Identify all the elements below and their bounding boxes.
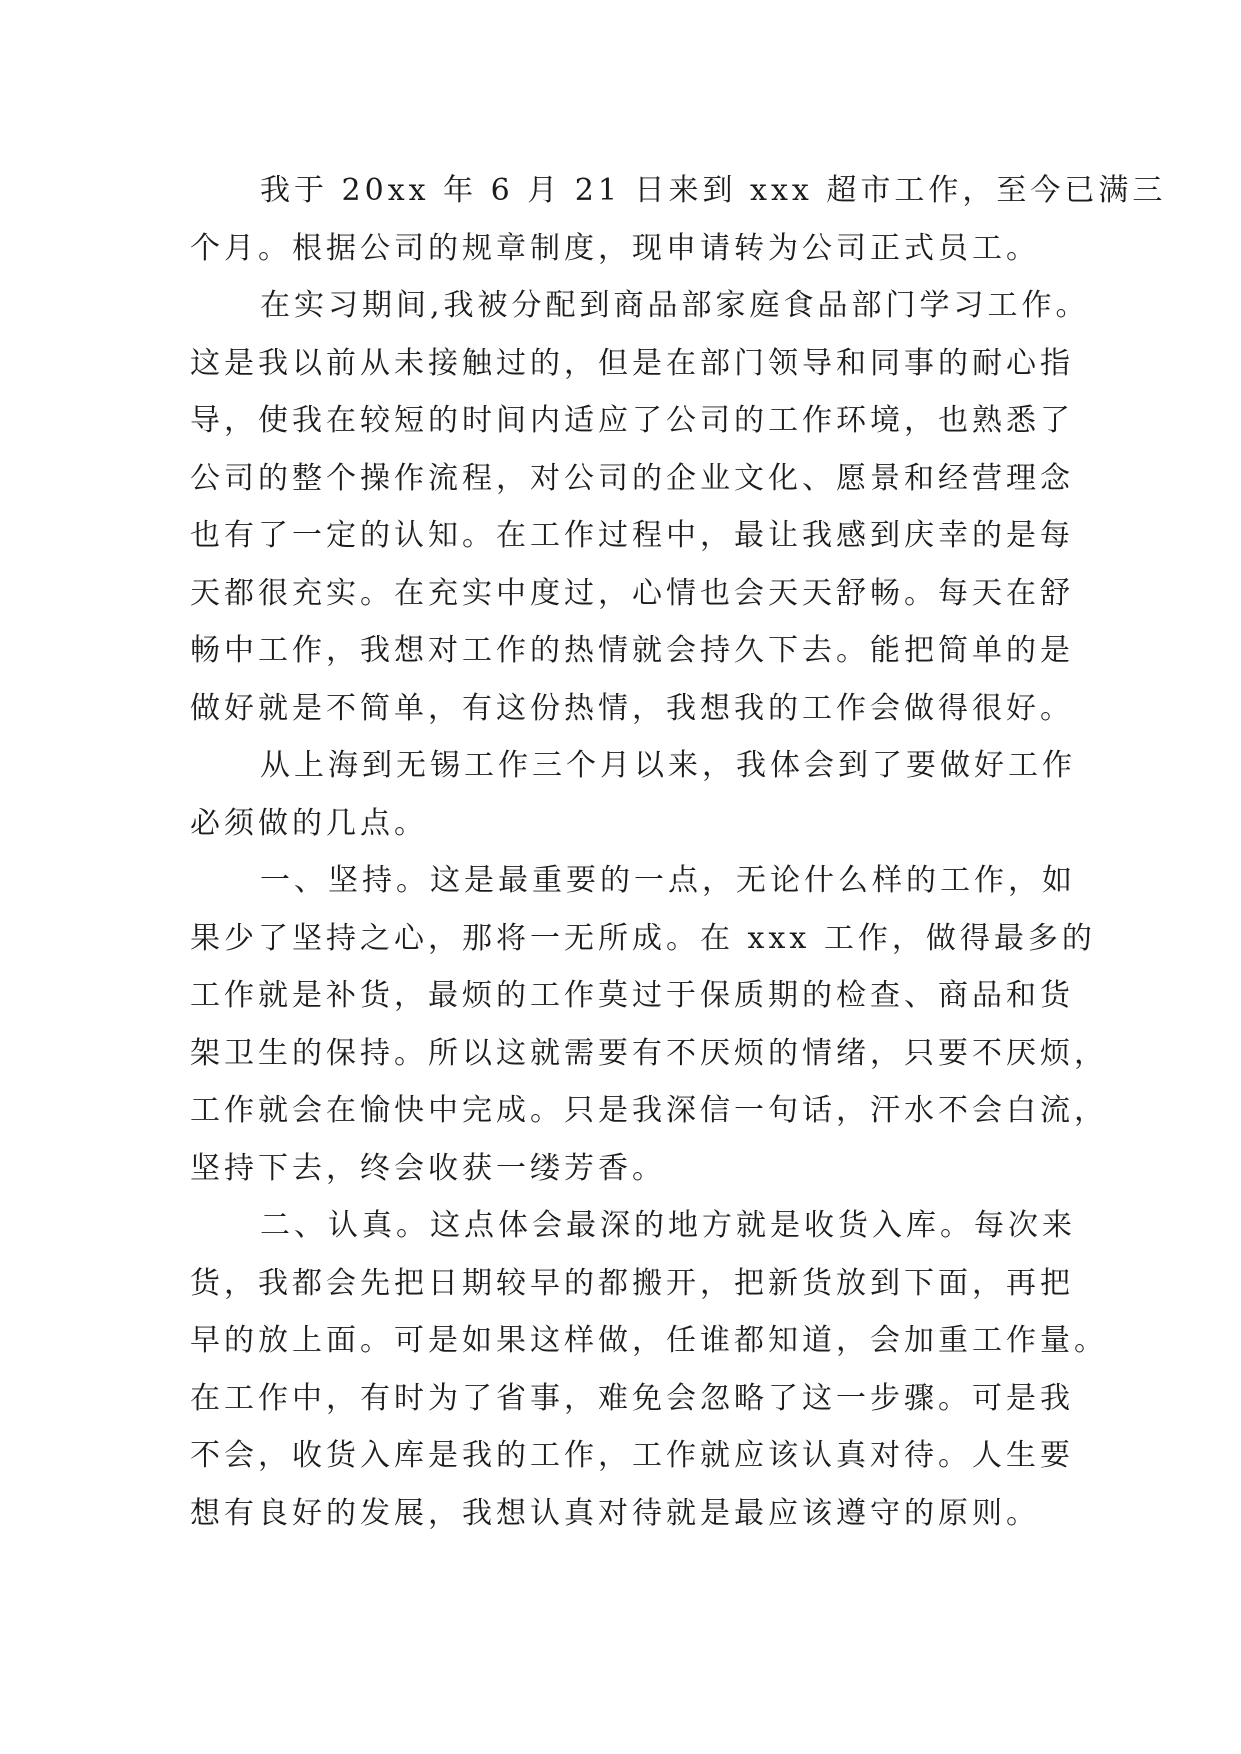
paragraph-line: 也有了一定的认知。在工作过程中，最让我感到庆幸的是每 — [190, 518, 1074, 553]
paragraph-line: 畅中工作，我想对工作的热情就会持久下去。能把简单的是 — [190, 633, 1074, 668]
paragraph-line: 个月。根据公司的规章制度，现申请转为公司正式员工。 — [190, 230, 1040, 266]
paragraph-line: 在工作中，有时为了省事，难免会忽略了这一步骤。可是我 — [190, 1380, 1074, 1416]
paragraph-4 — [190, 852, 1108, 1197]
paragraph-1 — [190, 162, 1167, 277]
paragraph-line: 从上海到无锡工作三个月以来，我体会到了要做好工作 — [260, 748, 1076, 783]
paragraph-line: 工作就是补货，最烦的工作莫过于保质期的检查、商品和货 — [190, 978, 1074, 1013]
paragraph-line: 导，使我在较短的时间内适应了公司的工作环境，也熟悉了 — [190, 403, 1074, 438]
paragraph-2 — [190, 277, 1090, 737]
paragraph-3 — [190, 737, 1076, 852]
paragraph-line: 早的放上面。可是如果这样做，任谁都知道，会加重工作量。 — [190, 1323, 1108, 1358]
paragraph-line: 二、认真。这点体会最深的地方就是收货入库。每次来 — [260, 1208, 1076, 1243]
paragraph-line: 想有良好的发展，我想认真对待就是最应该遵守的原则。 — [190, 1495, 1040, 1531]
paragraph-line: 在实习期间,我被分配到商品部家庭食品部门学习工作。 — [260, 288, 1090, 323]
paragraph-line: 坚持下去，终会收获一缕芳香。 — [190, 1150, 666, 1186]
paragraph-line: 这是我以前从未接触过的，但是在部门领导和同事的耐心指 — [190, 345, 1074, 381]
paragraph-line: 工作就会在愉快中完成。只是我深信一句话，汗水不会白流， — [190, 1093, 1108, 1128]
paragraph-line: 果少了坚持之心，那将一无所成。在 xxx 工作，做得最多的 — [190, 920, 1096, 956]
paragraph-line: 做好就是不简单，有这份热情，我想我的工作会做得很好。 — [190, 690, 1074, 726]
paragraph-line: 我于 20xx 年 6 月 21 日来到 xxx 超市工作，至今已满三 — [260, 173, 1167, 208]
paragraph-line: 必须做的几点。 — [190, 805, 428, 841]
paragraph-line: 不会，收货入库是我的工作，工作就应该认真对待。人生要 — [190, 1438, 1074, 1473]
paragraph-line: 公司的整个操作流程，对公司的企业文化、愿景和经营理念 — [190, 460, 1074, 496]
document-body — [190, 162, 1167, 1542]
paragraph-line: 一、坚持。这是最重要的一点，无论什么样的工作，如 — [260, 863, 1076, 898]
paragraph-line: 货，我都会先把日期较早的都搬开，把新货放到下面，再把 — [190, 1265, 1074, 1301]
paragraph-line: 架卫生的保持。所以这就需要有不厌烦的情绪，只要不厌烦， — [190, 1035, 1108, 1071]
paragraph-line: 天都很充实。在充实中度过，心情也会天天舒畅。每天在舒 — [190, 575, 1074, 611]
paragraph-5 — [190, 1197, 1108, 1542]
